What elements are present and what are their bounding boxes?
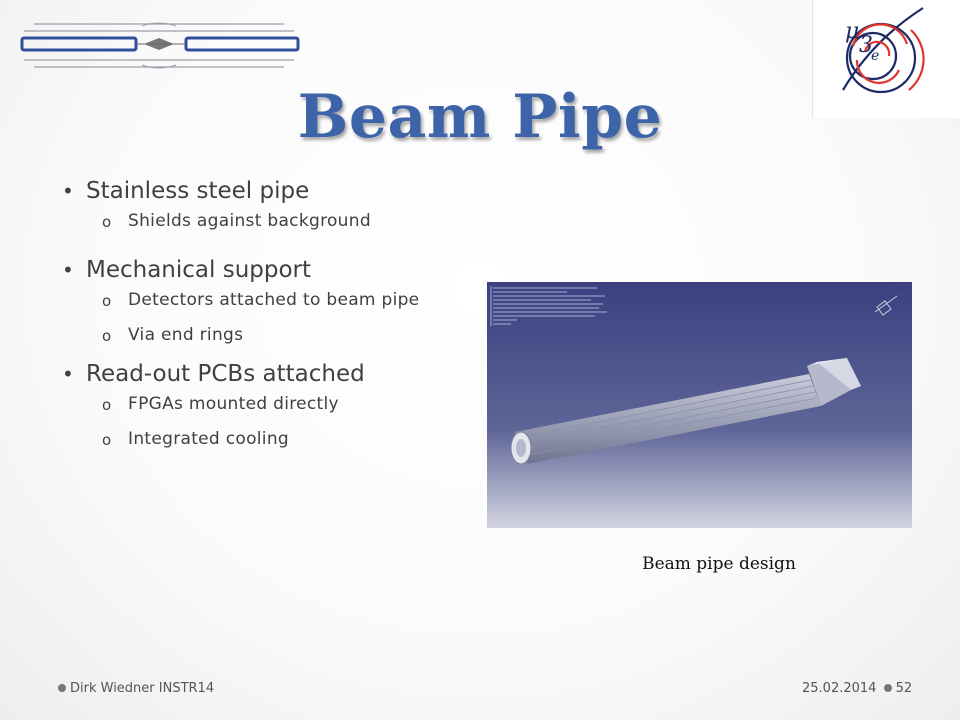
sub-bullet-text: Via end rings: [128, 325, 244, 345]
beam-pipe-cad-image: [487, 282, 912, 528]
figure-caption: Beam pipe design: [642, 554, 796, 574]
bullet-text: Read-out PCBs attached: [86, 361, 365, 387]
svg-text:3: 3: [859, 33, 873, 58]
sub-bullet-icon: o: [102, 396, 112, 414]
detector-schematic-icon: [14, 18, 304, 73]
footer-date-page: [802, 681, 912, 696]
footer-author: [58, 681, 214, 696]
sub-bullet-item: [62, 289, 462, 312]
bullet-list: [62, 176, 462, 463]
sub-bullet-icon: o: [102, 292, 112, 310]
footer-date: 25.02.2014: [802, 681, 877, 696]
footer-author-text: Dirk Wiedner INSTR14: [70, 681, 215, 696]
sub-bullet-item: [62, 393, 462, 416]
sub-bullet-text: Detectors attached to beam pipe: [128, 290, 420, 310]
sub-bullet-item: [62, 210, 462, 233]
sub-bullet-item: [62, 324, 462, 347]
bullet-dot-icon: •: [62, 179, 74, 203]
sub-bullet-text: Integrated cooling: [128, 429, 289, 449]
sub-bullet-icon: o: [102, 431, 112, 449]
slide-title: Beam Pipe: [297, 82, 663, 152]
svg-text:e: e: [871, 48, 880, 64]
svg-text:μ: μ: [845, 19, 860, 44]
sub-bullet-icon: o: [102, 327, 112, 345]
sub-bullet-text: Shields against background: [128, 211, 371, 231]
bullet-text: Mechanical support: [86, 257, 312, 283]
bullet-item: [62, 359, 462, 389]
sub-bullet-text: FPGAs mounted directly: [128, 394, 339, 414]
bullet-item: [62, 176, 462, 206]
sub-bullet-icon: o: [102, 213, 112, 231]
footer-dot-icon: [884, 684, 892, 692]
bullet-dot-icon: •: [62, 362, 74, 386]
bullet-item: [62, 255, 462, 285]
bullet-dot-icon: •: [62, 258, 74, 282]
bullet-text: Stainless steel pipe: [86, 178, 310, 204]
footer-dot-icon: [58, 684, 66, 692]
sub-bullet-item: [62, 428, 462, 451]
page-number: 52: [895, 681, 913, 696]
